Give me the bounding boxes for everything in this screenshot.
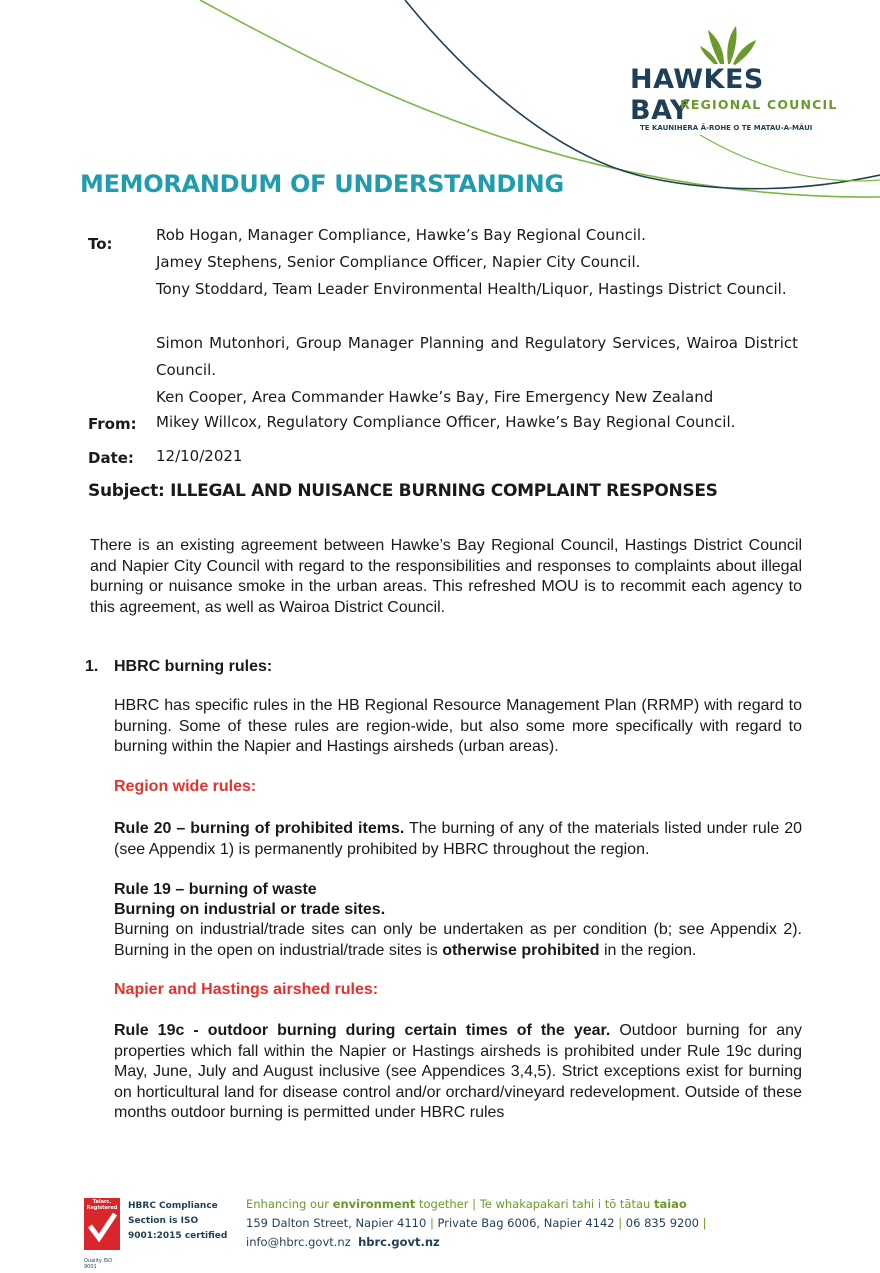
footer-phone: 06 835 9200 <box>625 1216 699 1230</box>
intro-paragraph: There is an existing agreement between Hawke’s Bay Regional Council, Hastings District Council and Napier City Council with regard to the responsibilities and responses to complaints about illegal burning or nuisance smoke in the urban areas. This refreshed MOU is to recommit each agency to this agreement, as well as Wairoa District Council. <box>90 537 802 616</box>
hbrc-leaf-logo-icon <box>700 24 760 66</box>
region-wide-heading: Region wide rules: <box>114 778 257 795</box>
rule-19-paragraph <box>114 920 802 961</box>
footer-postal: Private Bag 6006, Napier 4142 <box>437 1216 615 1230</box>
logo-name-line1: HAWKES BAY <box>630 64 764 126</box>
rule-19-text-a: Burning on industrial/trade sites can only be undertaken as per condition (b; see Appendix 2). Burning in the open on industrial/trade sites is <box>114 921 802 959</box>
rule-19-bold: otherwise prohibited <box>442 941 600 959</box>
cert-line-3: 9001:2015 certified <box>128 1231 228 1241</box>
footer-email[interactable]: info@hbrc.govt.nz <box>246 1235 351 1249</box>
footer-address: 159 Dalton Street, Napier 4110 <box>246 1216 427 1230</box>
telarc-badge-text: Telarc. Registered <box>86 1199 118 1211</box>
recipient-5: Ken Cooper, Area Commander Hawke’s Bay, Fire Emergency New Zealand <box>156 388 714 406</box>
date-label: Date: <box>88 449 134 467</box>
rule-20-paragraph <box>114 819 802 860</box>
cert-line-1: HBRC Compliance <box>128 1201 218 1211</box>
tagline-a: Enhancing our <box>246 1197 333 1211</box>
footer-tagline <box>246 1194 687 1214</box>
footer-sep-1: | <box>426 1216 438 1230</box>
rule-19-subtitle: Burning on industrial or trade sites. <box>114 901 386 918</box>
section-1-heading: HBRC burning rules: <box>114 658 273 675</box>
recipient-3: Tony Stoddard, Team Leader Environmental Health/Liquor, Hastings District Council. <box>156 280 787 298</box>
logo-name-line2: REGIONAL COUNCIL <box>680 97 838 112</box>
footer-contact <box>246 1213 707 1233</box>
tagline-b: environment <box>332 1197 416 1211</box>
rule-19-title: Rule 19 – burning of waste <box>114 881 317 898</box>
rule-19c-paragraph <box>114 1021 802 1124</box>
from-value: Mikey Willcox, Regulatory Compliance Officer, Hawke’s Bay Regional Council. <box>156 413 736 431</box>
airshed-heading: Napier and Hastings airshed rules: <box>114 981 379 998</box>
subject-line: Subject: ILLEGAL AND NUISANCE BURNING COMPLAINT RESPONSES <box>88 481 718 501</box>
rule-19c-text: Outdoor burning for any properties which fall within the Napier or Hastings airsheds is prohibited under Rule 19c during May, June, July and August inclusive (see Appendices 3,4,5). Strict exceptions exist for burning on horticultural land for disease control and/or orchard/vineyard redevelopment. Outside of these months outdoor burning is permitted under HBRC rules <box>114 1022 803 1121</box>
footer-sep-3: | <box>698 1216 707 1230</box>
rule-19-text-b: in the region. <box>599 941 697 959</box>
to-label: To: <box>88 235 113 253</box>
date-value: 12/10/2021 <box>156 447 243 465</box>
rule-20-title: Rule 20 – burning of prohibited items. <box>114 820 405 837</box>
recipient-1: Rob Hogan, Manager Compliance, Hawke’s Bay Regional Council. <box>156 226 646 244</box>
section-1-number: 1. <box>85 658 99 675</box>
tagline-sep: | <box>468 1197 480 1211</box>
footer-sep-2: | <box>614 1216 626 1230</box>
logo-maori-line: TE KAUNIHERA Ā-ROHE O TE MATAU-A-MĀUI <box>640 124 813 132</box>
footer-website[interactable]: hbrc.govt.nz <box>358 1235 440 1249</box>
tagline-maori-b: taiao <box>653 1197 687 1211</box>
tagline-c: together <box>415 1197 469 1211</box>
recipient-4: Simon Mutonhori, Group Manager Planning and Regulatory Services, Wairoa District Council. <box>156 334 798 379</box>
section-1-body: HBRC has specific rules in the HB Regional Resource Management Plan (RRMP) with regard to burning. Some of these rules are region-wide, but also some more specifically with regard to burning within the Napier and Hastings airsheds (urban areas). <box>114 697 802 755</box>
from-label: From: <box>88 415 137 433</box>
telarc-quality-text: Quality ISO 9001 <box>84 1258 113 1270</box>
rule-20-text: The burning of any of the materials listed under rule 20 (see Appendix 1) is permanently prohibited by HBRC throughout the region. <box>114 820 803 858</box>
rule-19c-title: Rule 19c - outdoor burning during certain times of the year. <box>114 1022 611 1039</box>
document-title: MEMORANDUM OF UNDERSTANDING <box>80 170 564 198</box>
tagline-maori-a: Te whakapakari tahi i tō tātau <box>479 1197 654 1211</box>
recipient-2: Jamey Stephens, Senior Compliance Officer, Napier City Council. <box>156 253 641 271</box>
footer-web <box>246 1232 440 1252</box>
cert-line-2: Section is ISO <box>128 1216 199 1226</box>
